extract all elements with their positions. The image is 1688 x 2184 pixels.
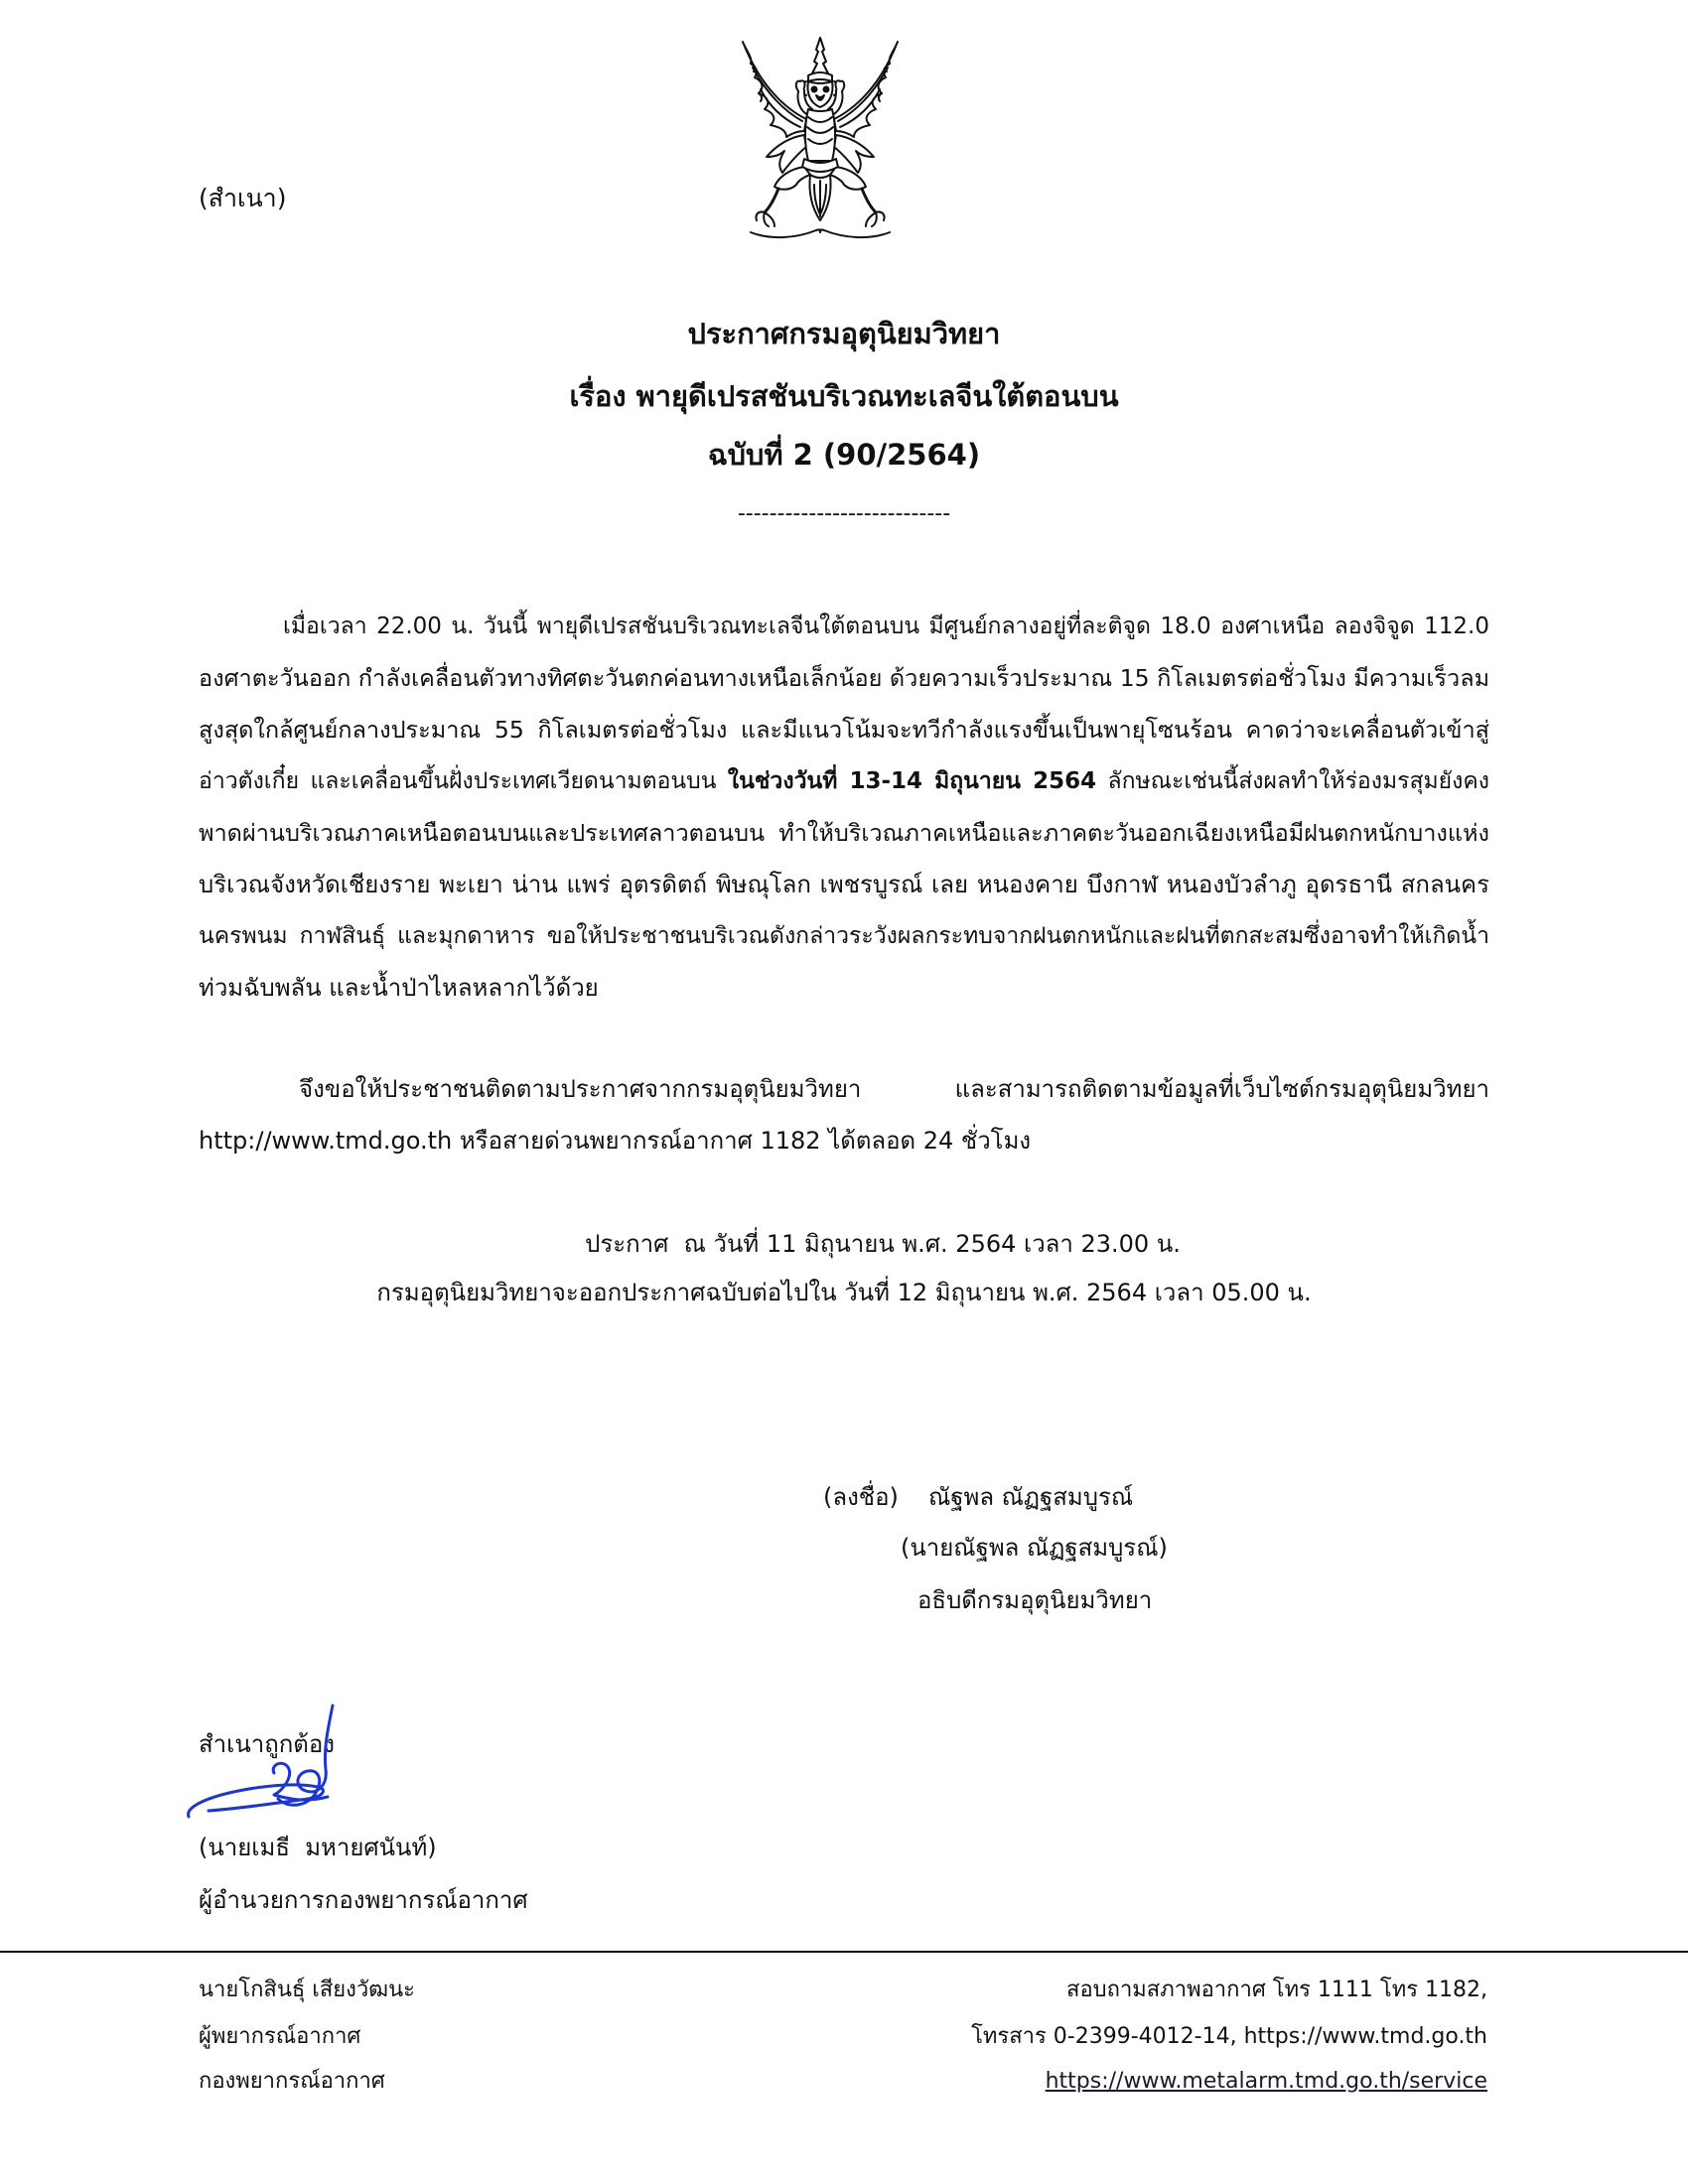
body-paragraph-2 [199,1063,1489,1166]
signatory-position: อธิบดีกรมอุตุนิยมวิทยา [917,1586,1153,1614]
footer-forecaster-name: นายโกสินธุ์ เสียงวัฒนะ [199,1978,415,2002]
footer-contact-fax: โทรสาร 0-2399-4012-14, https://www.tmd.go.th [971,2024,1487,2049]
paragraph-line: องศาตะวันออก กำลังเคลื่อนตัวทางทิศตะวันตกค่อนทางเหนือเล็กน้อย ด้วยความเร็วประมาณ 15 กิโลเมตรต่อชั่วโมง มีความเร็วลม [199,664,1489,692]
signed-name: ณัฐพล ณัฏฐสมบูรณ์ [928,1483,1134,1511]
footer-division: กองพยากรณ์อากาศ [199,2069,385,2094]
handwritten-signature-icon [179,1700,350,1827]
certified-copy-label: สำเนาถูกต้อง [199,1730,335,1758]
paragraph-text: อ่าวตังเกี๋ย และเคลื่อนขึ้นฝั่งประเทศเวียดนามตอนบน [199,768,728,794]
header-separator: --------------------------- [737,501,951,526]
issued-date: ประกาศ ณ วันที่ 11 มิถุนายน พ.ศ. 2564 เวลา 23.00 น. [585,1230,1181,1258]
sign-label: (ลงชื่อ) [823,1483,899,1511]
paragraph-line: http://www.tmd.go.th หรือสายด่วนพยากรณ์อากาศ 1182 ได้ตลอด 24 ชั่วโมง [199,1127,1032,1155]
signatory-full-name: (นายณัฐพล ณัฏฐสมบูรณ์) [901,1534,1168,1562]
copy-mark: (สำเนา) [199,184,287,212]
paragraph-line: บริเวณจังหวัดเชียงราย พะเยา น่าน แพร่ อุตรดิตถ์ พิษณุโลก เพชรบูรณ์ เลย หนองคาย บึงกาฬ หนองบัวลำภู อุดรธานี สกลนคร [199,871,1489,898]
paragraph-line: สูงสุดใกล้ศูนย์กลางประมาณ 55 กิโลเมตรต่อชั่วโมง และมีแนวโน้มจะทวีกำลังแรงขึ้นเป็นพายุโซนร้อน คาดว่าจะเคลื่อนตัวเข้าสู่ [199,716,1489,744]
announcement-dates [199,1220,1489,1317]
announcement-issue-number: ฉบับที่ 2 (90/2564) [707,438,981,472]
certifier-position: ผู้อำนวยการกองพยากรณ์อากาศ [199,1886,528,1914]
garuda-emblem-icon [721,36,919,244]
paragraph-text: ลักษณะเช่นนี้ส่งผลทำให้ร่องมรสุมยังคง [1096,768,1489,794]
announcement-title: ประกาศกรมอุตุนิยมวิทยา [687,317,1001,350]
paragraph-line: เมื่อเวลา 22.00 น. วันนี้ พายุดีเปรสชันบริเวณทะเลจีนใต้ตอนบน มีศูนย์กลางอยู่ที่ละติจูด 18.0 องศาเหนือ ลองจิจูด 112.0 [283,614,1489,639]
footer-service-link-row [1046,2062,1487,2102]
paragraph-line: พาดผ่านบริเวณภาคเหนือตอนบนและประเทศลาวตอนบน ทำให้บริเวณภาคเหนือและภาคตะวันออกเฉียงเหนือมีฝนตกหนักบางแห่ง [199,819,1489,847]
highlighted-date-range: ในช่วงวันที่ 13-14 มิถุนายน 2564 [727,768,1097,794]
paragraph-line: ท่วมฉับพลัน และน้ำป่าไหลหลากไว้ด้วย [199,974,599,1002]
paragraph-line [199,755,1489,807]
announcement-subject: เรื่อง พายุดีเปรสชันบริเวณทะเลจีนใต้ตอนบน [569,379,1119,413]
paragraph-line: นครพนม กาฬสินธุ์ และมุกดาหาร ขอให้ประชาชนบริเวณดังกล่าวระวังผลกระทบจากฝนตกหนักและฝนที่ตกสะสมซึ่งอาจทำให้เกิดน้ำ [199,923,1489,949]
footer-divider [0,1951,1688,1953]
footer-forecaster-role: ผู้พยากรณ์อากาศ [199,2024,361,2049]
next-issue-date: กรมอุตุนิยมวิทยาจะออกประกาศฉบับต่อไปใน วันที่ 12 มิถุนายน พ.ศ. 2564 เวลา 05.00 น. [376,1279,1312,1306]
footer-contact-phone: สอบถามสภาพอากาศ โทร 1111 โทร 1182, [1066,1978,1487,2002]
body-paragraph-1 [199,601,1489,1014]
metalarm-service-link[interactable]: https://www.metalarm.tmd.go.th/service [1045,2069,1487,2094]
paragraph-line: จึงขอให้ประชาชนติดตามประกาศจากกรมอุตุนิยมวิทยา และสามารถติดตามข้อมูลที่เว็บไซต์กรมอุตุนิยมวิทยา [299,1075,1489,1103]
certifier-name: (นายเมธี มหายศนันท์) [199,1834,437,1861]
